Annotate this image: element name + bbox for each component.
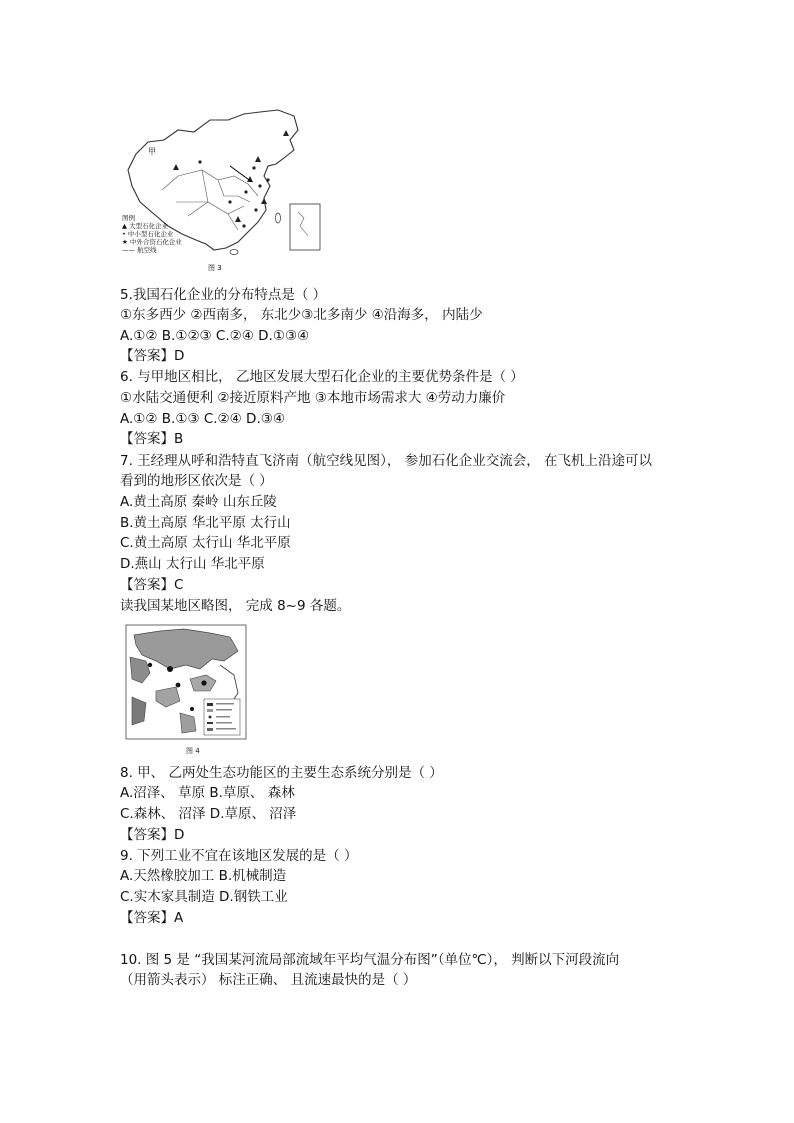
- q7-option-a: A.黄土高原 秦岭 山东丘陵: [120, 494, 277, 510]
- q10-stem-line2: （用箭头表示） 标注正确、 且流速最快的是（ ）: [120, 972, 417, 988]
- legend-item-joint: ★ 中外合资石化企业: [122, 238, 182, 246]
- q5-stem: 5.我国石化企业的分布特点是（ ）: [120, 287, 327, 303]
- q7-option-c: C.黄土高原 太行山 华北平原: [120, 535, 291, 551]
- q6-choices: A.①② B.①③ C.②④ D.③④: [120, 411, 285, 427]
- q5-answer: 【答案】D: [120, 348, 185, 364]
- q7-stem-line2: 看到的地形区依次是（ ）: [120, 473, 273, 489]
- figure-3-map: [118, 106, 334, 276]
- q9-stem: 9. 下列工业不宜在该地区发展的是（ ）: [120, 848, 358, 864]
- figure-4-caption: 图 4: [186, 747, 200, 755]
- q7-answer: 【答案】C: [120, 577, 184, 593]
- q7-option-b: B.黄土高原 华北平原 太行山: [120, 515, 291, 531]
- q8-answer: 【答案】D: [120, 827, 185, 843]
- figure-3-label-jia: 甲: [148, 147, 156, 156]
- legend-item-small: • 中小型石化企业: [122, 230, 174, 238]
- region-map-image: [120, 621, 250, 759]
- q6-options: ①水陆交通便利 ②接近原料产地 ③本地市场需求大 ④劳动力廉价: [120, 390, 506, 406]
- q7-stem-line1: 7. 王经理从呼和浩特直飞济南（航空线见图）， 参加石化企业交流会， 在飞机上沿途可以: [120, 453, 653, 469]
- q8-choices-line1: A.沼泽、 草原 B.草原、 森林: [120, 785, 295, 801]
- figure-4-map: [120, 621, 250, 759]
- q6-stem: 6. 与甲地区相比， 乙地区发展大型石化企业的主要优势条件是（ ）: [120, 369, 524, 385]
- legend-item-route: —— 航空线: [122, 246, 157, 254]
- q9-choices-line1: A.天然橡胶加工 B.机械制造: [120, 868, 287, 884]
- q6-answer: 【答案】B: [120, 431, 184, 447]
- q9-choices-line2: C.实木家具制造 D.钢铁工业: [120, 889, 288, 905]
- enterprise-symbols: [173, 130, 289, 228]
- q8-stem: 8. 甲、 乙两处生态功能区的主要生态系统分别是（ ）: [120, 765, 443, 781]
- legend-item-large: ▲ 大型石化企业: [122, 222, 169, 230]
- figure-3-legend: [122, 214, 182, 254]
- legend-title: 图例: [122, 214, 135, 222]
- q5-options: ①东多西少 ②西南多， 东北少③北多南少 ④沿海多， 内陆少: [120, 307, 483, 323]
- q9-answer: 【答案】A: [120, 910, 184, 926]
- q7-option-d: D.燕山 太行山 华北平原: [120, 556, 265, 572]
- q10-stem-line1: 10. 图 5 是 “我国某河流局部流域年平均气温分布图”（单位℃）， 判断以下河段流向: [120, 952, 620, 968]
- figure-3-caption: 图 3: [208, 264, 222, 272]
- q5-choices: A.①② B.①②③ C.②④ D.①③④: [120, 328, 310, 344]
- q8-choices-line2: C.森林、 沼泽 D.草原、 沼泽: [120, 806, 297, 822]
- intro-8-9: 读我国某地区略图， 完成 8~9 各题。: [120, 598, 351, 614]
